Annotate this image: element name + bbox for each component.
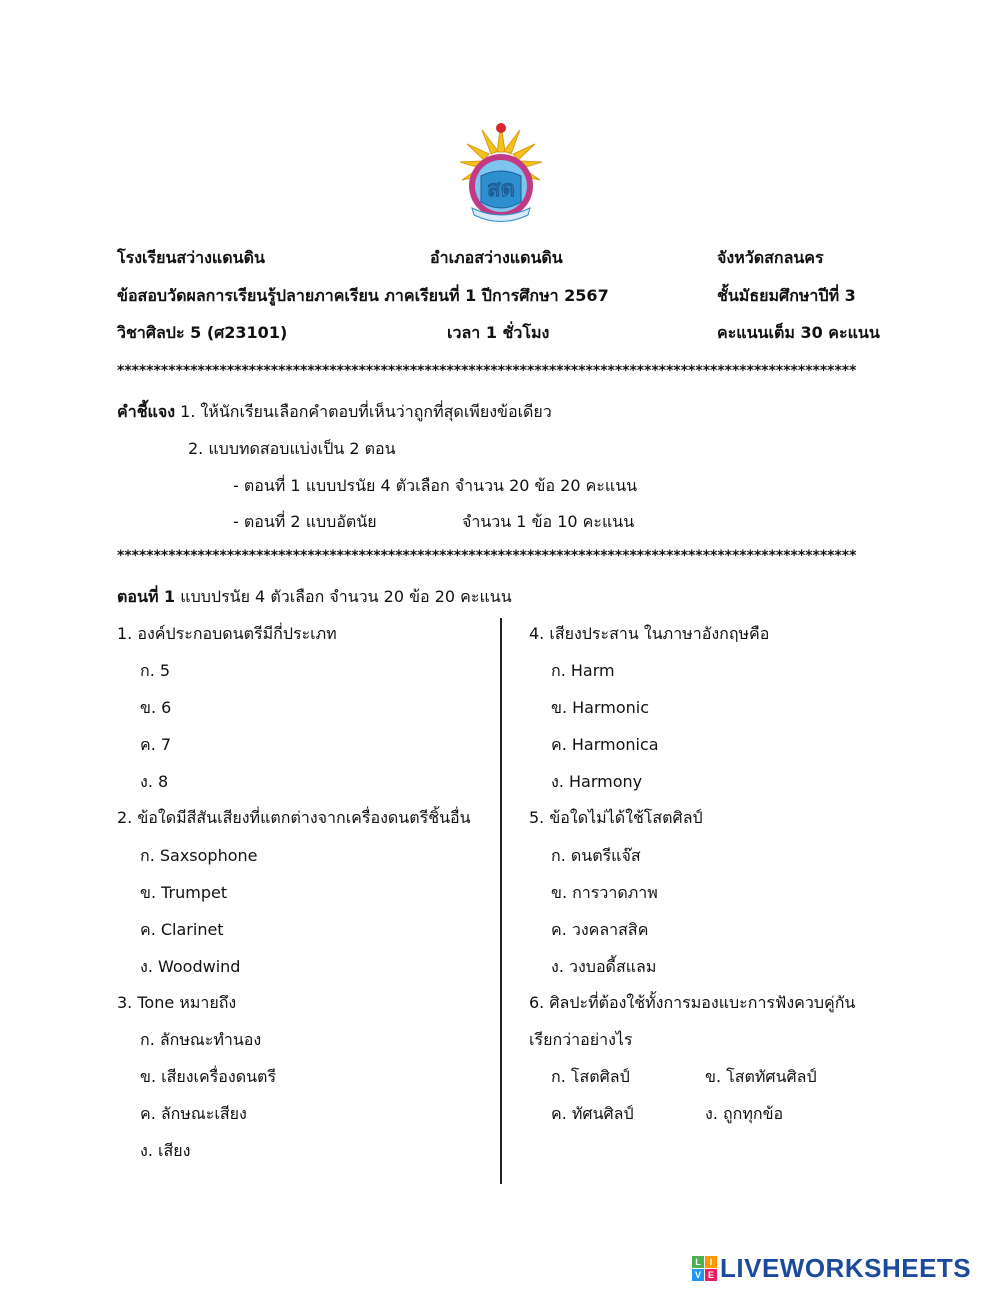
badge-tile-i: I (705, 1256, 717, 1268)
instruction-text-2: 2. แบบทดสอบแบ่งเป็น 2 ตอน (188, 439, 396, 458)
full-score: คะแนนเต็ม 30 คะแนน (717, 323, 880, 342)
q1-option-c[interactable]: ค. 7 (140, 735, 172, 754)
subject-name: วิชาศิลปะ 5 (ศ23101) (117, 323, 288, 342)
part1-desc: แบบปรนัย 4 ตัวเลือก จำนวน 20 ข้อ 20 คะแนน (180, 587, 512, 606)
q2-option-b[interactable]: ข. Trumpet (140, 883, 228, 902)
grade-level: ชั้นมัธยมศึกษาปีที่ 3 (717, 286, 856, 305)
q3-option-b[interactable]: ข. เสียงเครื่องดนตรี (140, 1067, 277, 1086)
instructions-label: คำชี้แจง (117, 402, 176, 421)
column-divider (500, 618, 502, 1184)
instruction-text-4a: - ตอนที่ 2 แบบอัตนัย (233, 512, 377, 531)
q5-option-b[interactable]: ข. การวาดภาพ (551, 883, 658, 902)
question-2: 2. ข้อใดมีสีสันเสียงที่แตกต่างจากเครื่องดนตรีชิ้นอื่น (117, 808, 471, 827)
instructions-line-1 (117, 400, 552, 425)
exam-time: เวลา 1 ชั่วโมง (447, 323, 550, 342)
q2-option-d[interactable]: ง. Woodwind (140, 957, 241, 976)
exam-title: ข้อสอบวัดผลการเรียนรู้ปลายภาคเรียน ภาคเรียนที่ 1 ปีการศึกษา 2567 (117, 286, 609, 305)
instruction-text-4b: จำนวน 1 ข้อ 10 คะแนน (462, 512, 635, 531)
svg-text:สด: สด (487, 177, 515, 202)
q1-option-d[interactable]: ง. 8 (140, 772, 169, 791)
q1-option-a[interactable]: ก. 5 (140, 661, 171, 680)
badge-tile-v: V (692, 1269, 704, 1281)
separator-stars-2: ***************************************************************************************************** (117, 548, 857, 564)
question-1: 1. องค์ประกอบดนตรีมีกี่ประเภท (117, 624, 337, 643)
school-name: โรงเรียนสว่างแดนดิน (117, 248, 265, 267)
q6-option-a[interactable]: ก. โสตศิลป์ (551, 1067, 630, 1086)
top-jewel (496, 123, 506, 133)
q4-option-a[interactable]: ก. Harm (551, 661, 615, 680)
q4-option-d[interactable]: ง. Harmony (551, 772, 643, 791)
question-4: 4. เสียงประสาน ในภาษาอังกฤษคือ (529, 624, 770, 643)
question-5: 5. ข้อใดไม่ได้ใช้โสตศิลป์ (529, 808, 703, 827)
badge-tile-e: E (705, 1269, 717, 1281)
q1-option-b[interactable]: ข. 6 (140, 698, 172, 717)
q5-option-c[interactable]: ค. วงคลาสสิค (551, 920, 649, 939)
liveworksheets-logo (692, 1252, 971, 1284)
question-6-cont: เรียกว่าอย่างไร (529, 1030, 633, 1049)
part1-heading (117, 585, 512, 610)
q2-option-a[interactable]: ก. Saxsophone (140, 846, 258, 865)
q4-option-b[interactable]: ข. Harmonic (551, 698, 649, 717)
liveworksheets-wordmark: LIVEWORKSHEETS (720, 1252, 972, 1283)
instruction-text-1: 1. ให้นักเรียนเลือกคำตอบที่เห็นว่าถูกที่สุดเพียงข้อเดียว (180, 402, 552, 421)
q6-option-c[interactable]: ค. ทัศนศิลป์ (551, 1104, 634, 1123)
q5-option-d[interactable]: ง. วงบอดี้สแลม (551, 957, 657, 976)
q3-option-c[interactable]: ค. ลักษณะเสียง (140, 1104, 247, 1123)
question-3: 3. Tone หมายถึง (117, 993, 237, 1012)
q5-option-a[interactable]: ก. ดนตรีแจ๊ส (551, 846, 641, 865)
q3-option-a[interactable]: ก. ลักษณะทำนอง (140, 1030, 262, 1049)
q4-option-c[interactable]: ค. Harmonica (551, 735, 659, 754)
separator-stars-1: ***************************************************************************************************** (117, 363, 857, 379)
instruction-text-3: - ตอนที่ 1 แบบปรนัย 4 ตัวเลือก จำนวน 20 ข้อ 20 คะแนน (233, 476, 638, 495)
q6-option-d[interactable]: ง. ถูกทุกข้อ (705, 1104, 784, 1123)
district-name: อำเภอสว่างแดนดิน (430, 248, 563, 267)
question-6: 6. ศิลปะที่ต้องใช้ทั้งการมองแบะการฟังควบคู่กัน (529, 993, 856, 1012)
lw-badge-icon (692, 1256, 717, 1281)
q3-option-d[interactable]: ง. เสียง (140, 1141, 191, 1160)
badge-tile-l: L (692, 1256, 704, 1268)
province-name: จังหวัดสกลนคร (717, 248, 824, 267)
part1-label: ตอนที่ 1 (117, 587, 176, 606)
q2-option-c[interactable]: ค. Clarinet (140, 920, 224, 939)
q6-option-b[interactable]: ข. โสตทัศนศิลป์ (705, 1067, 817, 1086)
school-logo (458, 118, 544, 230)
